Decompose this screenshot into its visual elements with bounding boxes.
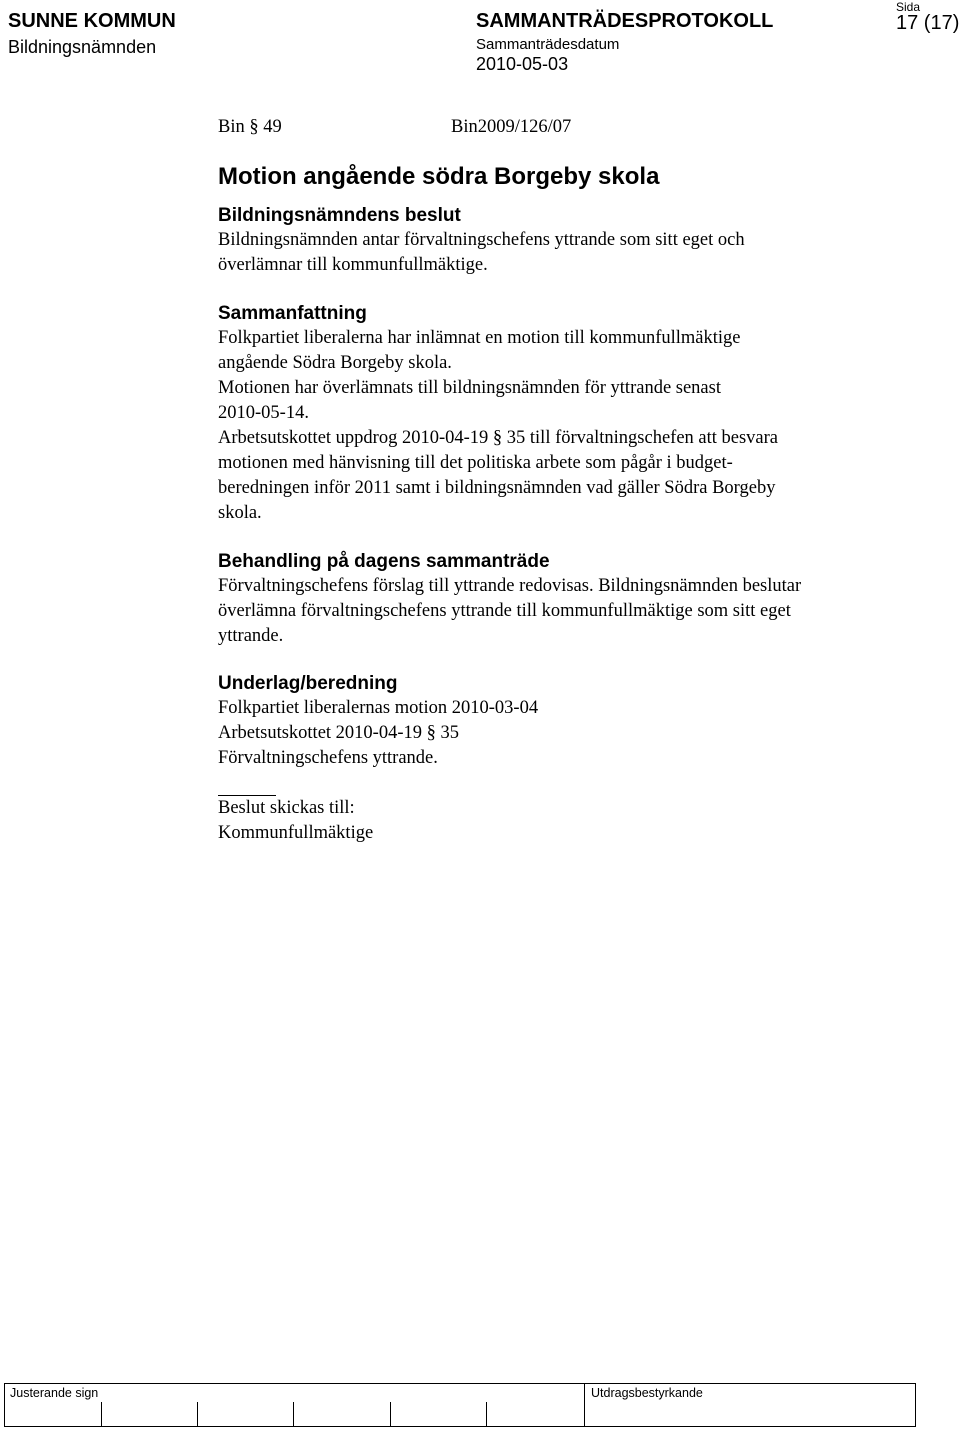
decision-line: Bildningsnämnden antar förvaltningschefens yttrande som sitt eget och xyxy=(218,230,745,250)
basis-line: Arbetsutskottet 2010-04-19 § 35 xyxy=(218,723,459,743)
case-paragraph: Bin § 49 xyxy=(218,117,282,137)
sign-box-divider xyxy=(197,1402,198,1426)
meeting-date-label: Sammanträdesdatum xyxy=(476,36,620,53)
minutes-body xyxy=(218,115,918,846)
sign-box-divider xyxy=(390,1402,391,1426)
case-reference xyxy=(218,115,918,140)
basis-line: Folkpartiet liberalernas motion 2010-03-04 xyxy=(218,698,539,718)
page-title: Motion angående södra Borgeby skola xyxy=(218,163,660,190)
summary-line: Arbetsutskottet uppdrog 2010-04-19 § 35 till förvaltningschefen att besvara xyxy=(218,428,779,448)
case-number: Bin2009/126/07 xyxy=(451,117,572,137)
treatment-heading: Behandling på dagens sammanträde xyxy=(218,551,550,572)
summary-line: 2010-05-14. xyxy=(218,403,309,423)
summary-line: angående Södra Borgeby skola. xyxy=(218,353,452,373)
page-number: 17 (17) xyxy=(896,12,960,34)
signature-table xyxy=(4,1383,916,1427)
document-type: SAMMANTRÄDESPROTOKOLL xyxy=(476,10,774,32)
summary-line: Motionen har överlämnats till bildningsnämnden för yttrande senast xyxy=(218,378,721,398)
distribution-recipient: Kommunfullmäktige xyxy=(218,823,374,843)
summary-line: beredningen inför 2011 samt i bildningsnämnden vad gäller Södra Borgeby xyxy=(218,478,776,498)
treatment-line: överlämna förvaltningschefens yttrande till kommunfullmäktige som sitt eget xyxy=(218,601,791,621)
basis-heading: Underlag/beredning xyxy=(218,673,398,694)
distribution-label: Beslut skickas till: xyxy=(218,798,355,818)
summary-line: motionen med hänvisning till det politiska arbete som pågår i budget- xyxy=(218,453,733,473)
treatment-line: Förvaltningschefens förslag till yttrande redovisas. Bildningsnämnden beslutar xyxy=(218,576,802,596)
sign-box-divider xyxy=(293,1402,294,1426)
meeting-date: 2010-05-03 xyxy=(476,54,569,74)
sign-box-divider xyxy=(486,1402,487,1426)
decision-line: överlämnar till kommunfullmäktige. xyxy=(218,255,488,275)
summary-line: skola. xyxy=(218,503,262,523)
page-label: Sida xyxy=(896,0,921,14)
adjuster-sign-label: Justerande sign xyxy=(10,1386,99,1400)
board-name: Bildningsnämnden xyxy=(8,37,157,57)
organization-name: SUNNE KOMMUN xyxy=(8,10,176,32)
summary-heading: Sammanfattning xyxy=(218,303,367,324)
certifier-label: Utdragsbestyrkande xyxy=(591,1386,703,1400)
basis-line: Förvaltningschefens yttrande. xyxy=(218,748,438,768)
sign-box-divider xyxy=(101,1402,102,1426)
decision-heading: Bildningsnämndens beslut xyxy=(218,205,461,226)
treatment-line: yttrande. xyxy=(218,626,284,646)
summary-line: Folkpartiet liberalerna har inlämnat en motion till kommunfullmäktige xyxy=(218,328,741,348)
table-divider xyxy=(584,1384,585,1426)
